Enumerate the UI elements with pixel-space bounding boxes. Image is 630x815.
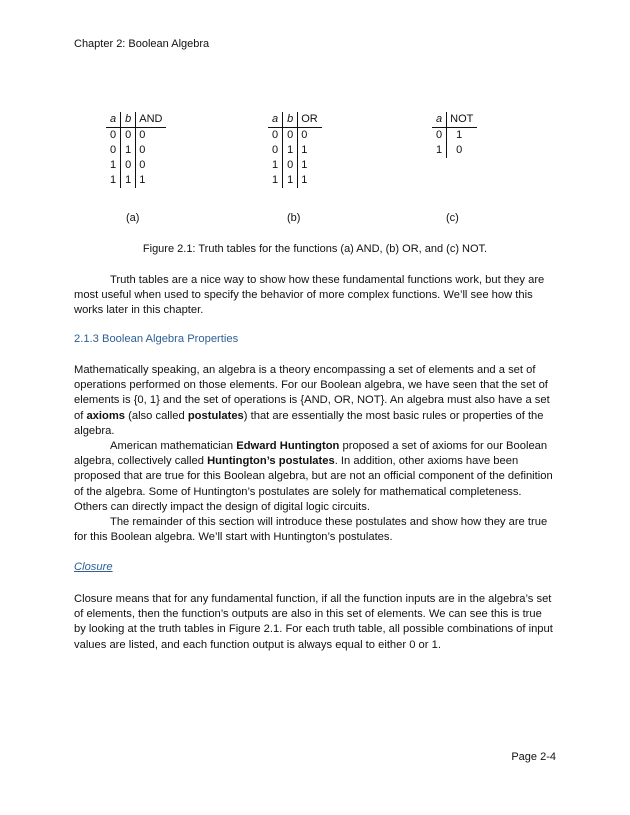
cell: 1 [456,129,463,141]
table-row [106,158,166,173]
term-huntingtons-postulates: Huntington’s postulates [207,455,335,468]
text-run: (also called [125,409,188,422]
table-row [432,128,477,144]
col-a-header: a [268,112,283,128]
col-out-header: NOT [447,112,478,128]
cell: 0 [268,128,283,144]
text-run: American mathematician [110,440,237,452]
table-row [268,128,322,144]
paragraph-truth-tables: Truth tables are a nice way to show how these fundamental functions work, but they are most useful when used to specify the behavior of more complex functions. We’ll see how this works later in this chapter. [74,274,545,317]
cell: 0 [456,144,463,156]
cell: 0 [106,128,121,144]
term-edward-huntington: Edward Huntington [236,440,340,452]
paragraph-huntington [74,439,556,515]
col-out-header: AND [136,112,167,128]
table-header-row [106,112,166,128]
cell: 1 [301,159,308,171]
table-row [268,143,322,158]
closure-link[interactable]: Closure [74,561,113,573]
cell: 0 [301,129,308,141]
cell: 1 [301,174,308,186]
cell: 0 [268,143,283,158]
sublabel-b: (b) [287,212,301,224]
cell: 0 [121,158,136,173]
cell: 1 [432,143,447,158]
col-b-header: b [283,112,298,128]
table-row [268,173,322,188]
cell: 0 [283,158,298,173]
and-truth-table [106,112,166,188]
cell: 1 [121,143,136,158]
cell: 1 [106,158,121,173]
table-row [268,158,322,173]
cell: 1 [268,173,283,188]
cell: 1 [139,174,146,186]
cell: 0 [139,129,146,141]
table-row [432,143,477,158]
table-header-row [268,112,322,128]
or-truth-table [268,112,322,188]
paragraph-algebra-definition [74,363,556,439]
page-number: Page 2-4 [511,751,556,763]
cell: 1 [106,173,121,188]
cell: 0 [139,159,146,171]
table-header-row [432,112,477,128]
figure-caption: Figure 2.1: Truth tables for the functions (a) AND, (b) OR, and (c) NOT. [142,243,488,255]
col-b-header: b [121,112,136,128]
term-axioms: axioms [86,409,126,422]
cell: 1 [301,144,308,156]
section-heading: 2.1.3 Boolean Algebra Properties [74,333,239,345]
text-run: proposed a set of axioms for our Boolean algebra, collectively called [74,440,548,468]
sublabel-a: (a) [126,212,140,224]
cell: 0 [139,144,146,156]
cell: 0 [121,128,136,144]
cell: 1 [283,143,298,158]
cell: 0 [106,143,121,158]
text-run: Mathematically speaking, an algebra is a theory encompassing a set of elements and a set of operations performed on those elements. For our Boolean algebra, we have seen that the set of elements is {0, 1} and the set of operations is {AND, OR, NOT}. An algebra must also have a set of [74,364,550,422]
cell: 1 [121,173,136,188]
cell: 0 [432,128,447,144]
sublabel-c: (c) [446,212,459,224]
col-a-header: a [432,112,447,128]
cell: 1 [283,173,298,188]
col-a-header: a [106,112,121,128]
table-row [106,143,166,158]
paragraph-remainder: The remainder of this section will introduce these postulates and show how they are true for this Boolean algebra. We’ll start with Huntington’s postulates. [74,516,548,544]
text-run: ) that are essentially the most basic rules or properties of the algebra. [74,409,544,437]
text-run: . In addition, other axioms have been proposed that are true for this Boolean algebra, but are not an official component of the definition of the algebra. Some of Huntington’s postulates are solely for mathematical completeness. Others can directly impact the design of digital logic circuits. [74,455,553,513]
cell: 1 [268,158,283,173]
col-out-header: OR [298,112,322,128]
table-row [106,128,166,144]
cell: 0 [283,128,298,144]
not-truth-table [432,112,477,158]
term-postulates: postulates [187,409,244,422]
paragraph-closure: Closure means that for any fundamental function, if all the function inputs are in the algebra’s set of elements, then the function’s outputs are also in this set of elements. We can see this is true by looking at the truth tables in Figure 2.1. For each truth table, all possible combinations of input values are listed, and each function output is always equal to either 0 or 1. [74,593,553,651]
table-row [106,173,166,188]
page-header: Chapter 2: Boolean Algebra [74,38,210,50]
